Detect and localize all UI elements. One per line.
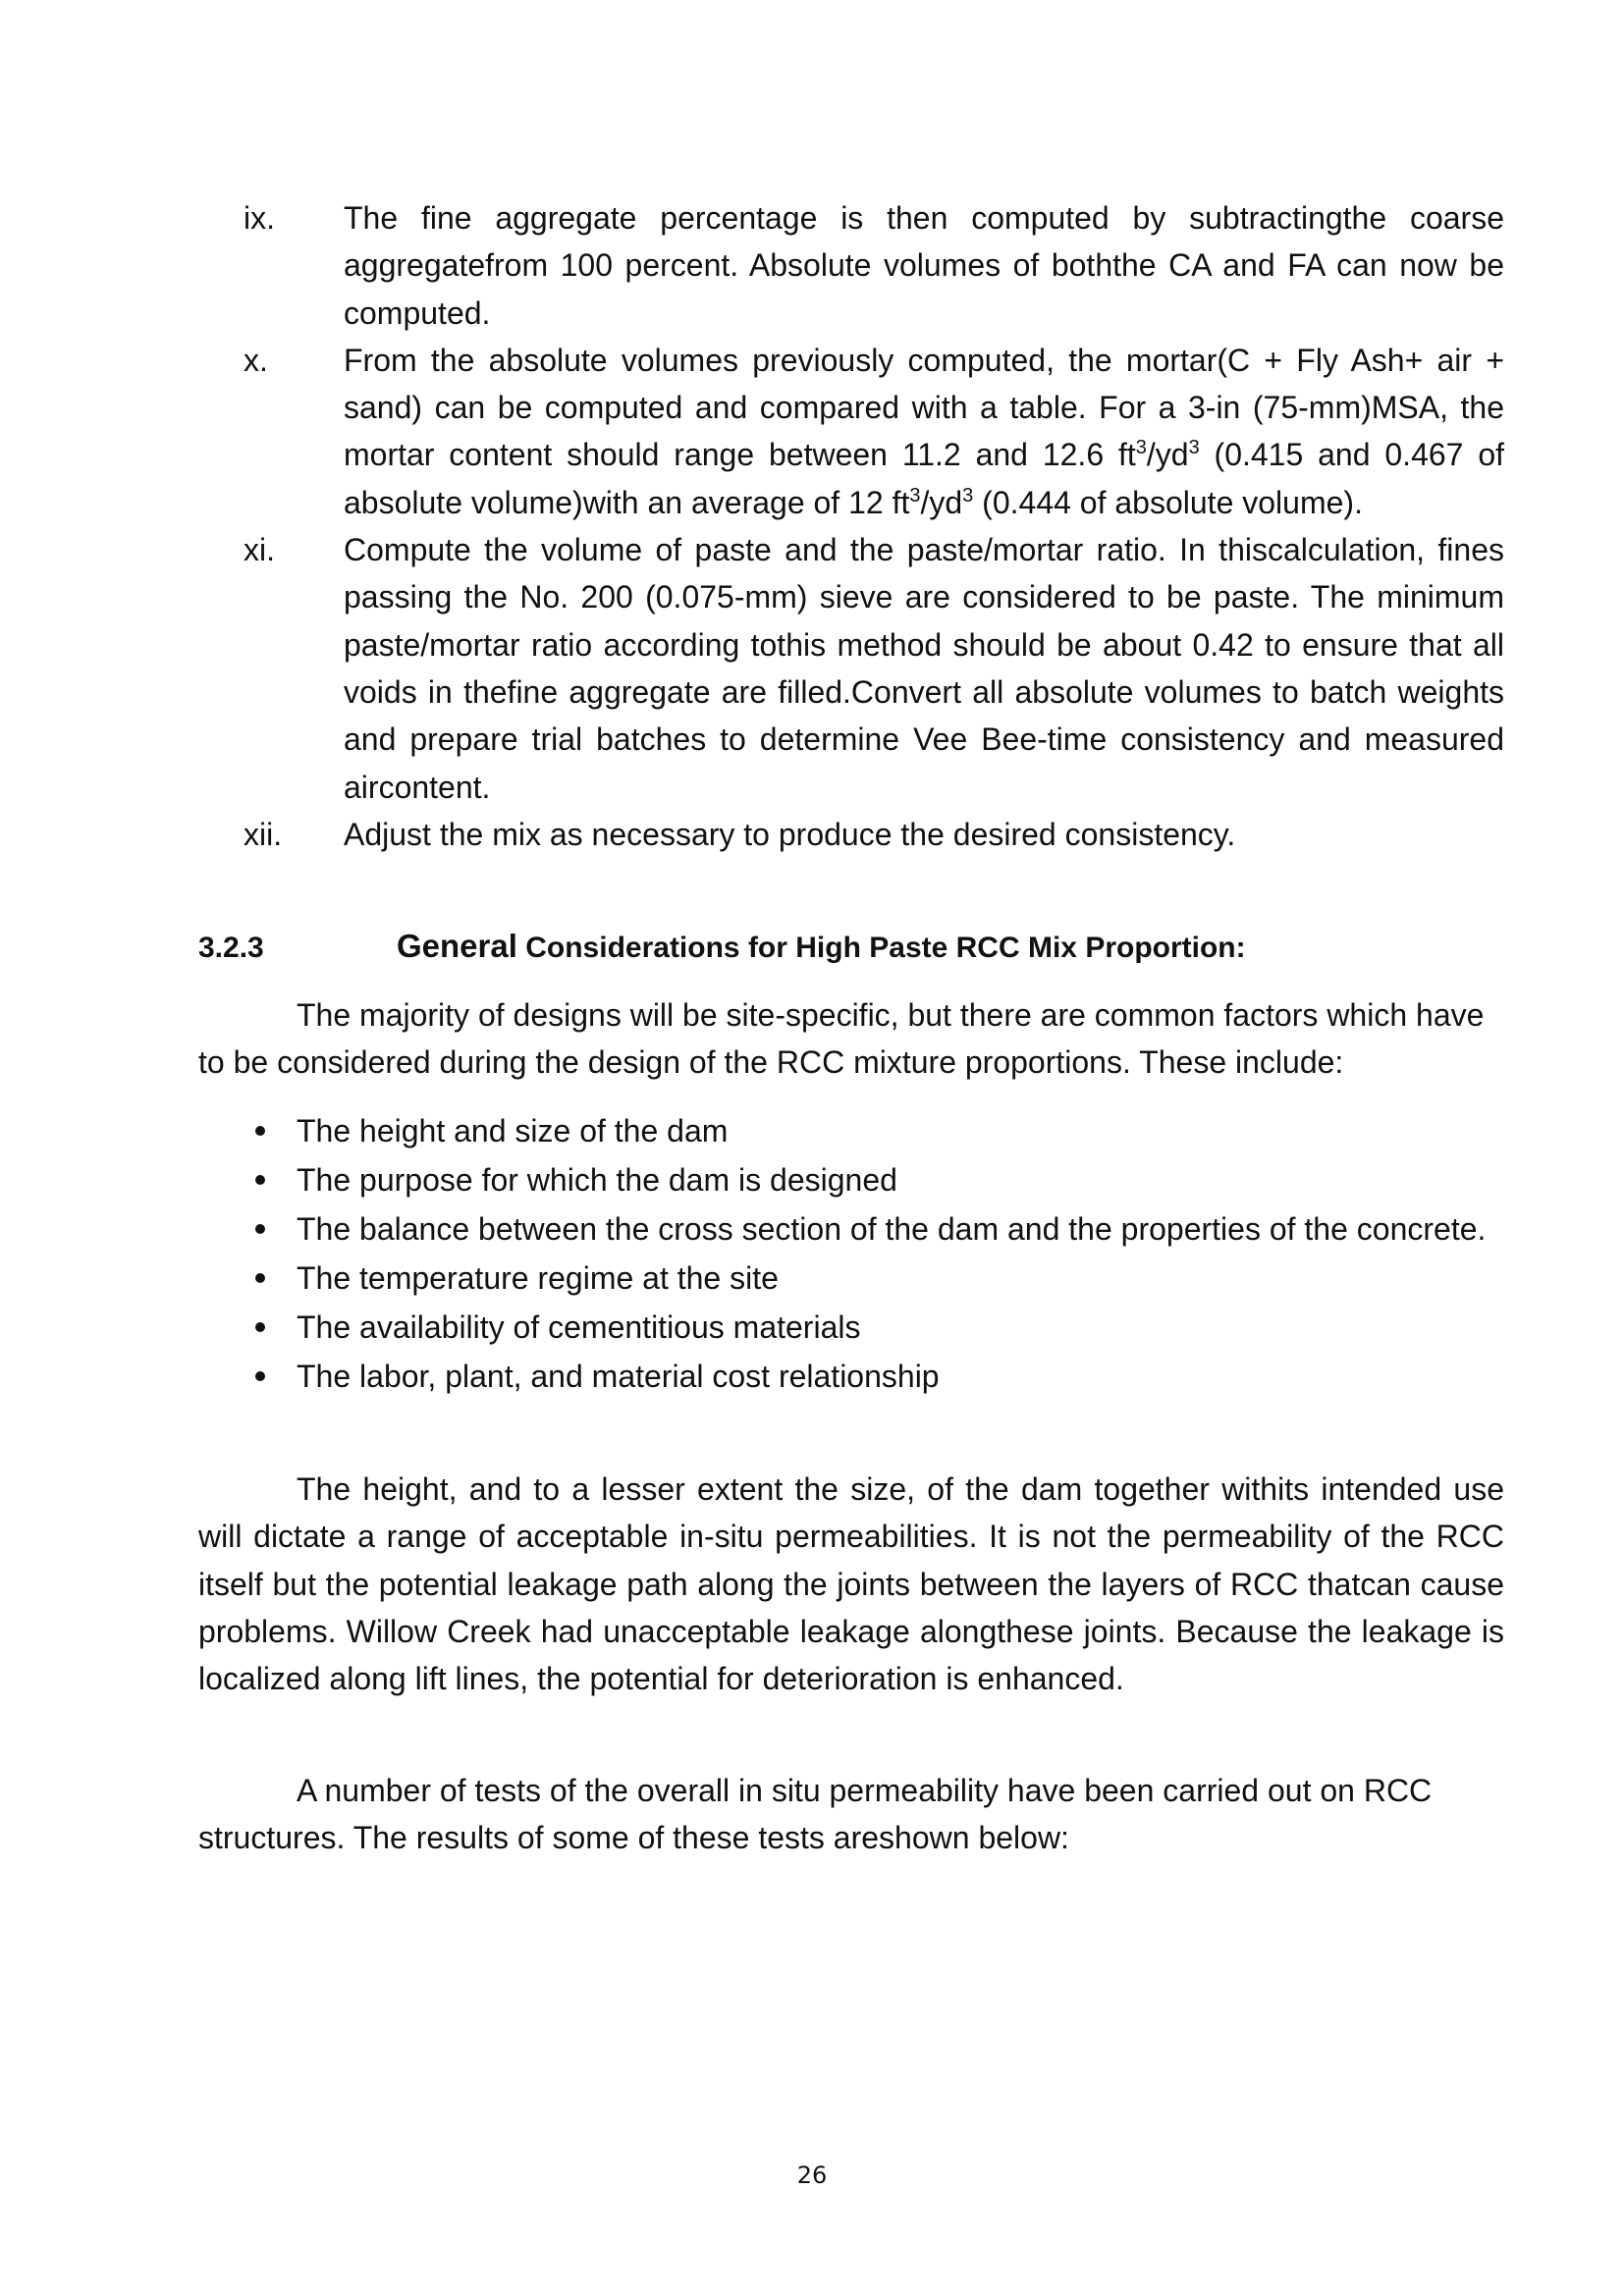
- text-run: /yd: [920, 484, 963, 520]
- list-marker: xi.: [244, 532, 275, 568]
- bullet-list: [198, 1107, 1504, 1402]
- list-item: [198, 337, 1504, 526]
- text-run: /yd: [1146, 437, 1189, 473]
- section-heading: [198, 923, 1504, 972]
- intro-paragraph: The majority of designs will be site-specific, but there are common factors which have to be considered during the design of the RCC mixture proportions. These include:: [198, 997, 1485, 1081]
- text-run: (0.415 and 0.467 of absolute volume)with an average of 12 ft: [344, 437, 1504, 520]
- superscript: 3: [962, 484, 974, 507]
- list-marker: ix.: [244, 200, 275, 236]
- bullet-text: The height and size of the dam: [297, 1113, 729, 1148]
- bullet-dot: [255, 1273, 265, 1283]
- bullet-dot: [255, 1175, 265, 1185]
- superscript: 3: [1188, 437, 1200, 459]
- bullet-item: [198, 1353, 1504, 1400]
- bullet-text: The availability of cementitious materials: [297, 1309, 861, 1345]
- page-number: 26: [796, 2162, 828, 2189]
- bullet-text: The labor, plant, and material cost relationship: [297, 1359, 940, 1394]
- superscript: 3: [1135, 437, 1147, 459]
- section-title-lead: General: [397, 928, 517, 964]
- superscript: 3: [909, 484, 921, 507]
- bullet-dot: [255, 1322, 265, 1332]
- bullet-text: The purpose for which the dam is designed: [297, 1162, 897, 1198]
- bullet-text: The temperature regime at the site: [297, 1260, 779, 1296]
- bullet-text: The balance between the cross section of the dam and the properties of the concrete.: [297, 1211, 1487, 1247]
- list-item: [198, 811, 1504, 858]
- bullet-dot: [255, 1371, 265, 1381]
- list-item-text: Adjust the mix as necessary to produce the desired consistency.: [344, 816, 1236, 852]
- list-item: [198, 526, 1504, 811]
- text-run: From the absolute volumes previously computed, the mortar(C + Fly Ash+ air + sand) can be computed and compared with a table. For a 3-in (75-mm)MSA, the mortar content should range between 11.2 and 12.6 ft: [344, 342, 1504, 473]
- body-paragraph: The height, and to a lesser extent the size, of the dam together withits intended use will dictate a range of acceptable in-situ permeabilities. It is not the permeability of the RCC itself but the potential leakage path along the joints between the layers of RCC thatcan cause problems. Willow Creek had unacceptable leakage alongthese joints. Because the leakage is localized along lift lines, the potential for deterioration is enhanced.: [198, 1471, 1504, 1697]
- list-marker: x.: [244, 342, 268, 378]
- bullet-dot: [255, 1126, 265, 1136]
- bullet-dot: [255, 1224, 265, 1234]
- bullet-item: [198, 1107, 1504, 1154]
- bullet-item: [198, 1205, 1504, 1253]
- bullet-item: [198, 1304, 1504, 1351]
- list-marker: xii.: [244, 816, 283, 852]
- body-paragraph: A number of tests of the overall in situ permeability have been carried out on RCC structures. The results of some of these tests areshown below:: [198, 1773, 1433, 1856]
- section-number: 3.2.3: [198, 932, 264, 964]
- bullet-item: [198, 1255, 1504, 1302]
- list-item: [198, 194, 1504, 337]
- list-item-text: Compute the volume of paste and the paste/mortar ratio. In thiscalculation, fines passing the No. 200 (0.075-mm) sieve are considered to be paste. The minimum paste/mortar ratio according tothis method should be about 0.42 to ensure that all voids in thefine aggregate are filled.Convert all absolute volumes to batch weights and prepare trial batches to determine Vee Bee-time consistency and measured aircontent.: [344, 532, 1504, 805]
- list-item-text: [344, 337, 1504, 526]
- text-run: (0.444 of absolute volume).: [973, 484, 1363, 520]
- bullet-item: [198, 1156, 1504, 1203]
- section-title-rest: Considerations for High Paste RCC Mix Proportion:: [516, 932, 1246, 964]
- list-item-text: The fine aggregate percentage is then computed by subtractingthe coarse aggregatefrom 100 percent. Absolute volumes of boththe CA and FA can now be computed.: [344, 200, 1504, 331]
- numbered-list: [198, 194, 1504, 858]
